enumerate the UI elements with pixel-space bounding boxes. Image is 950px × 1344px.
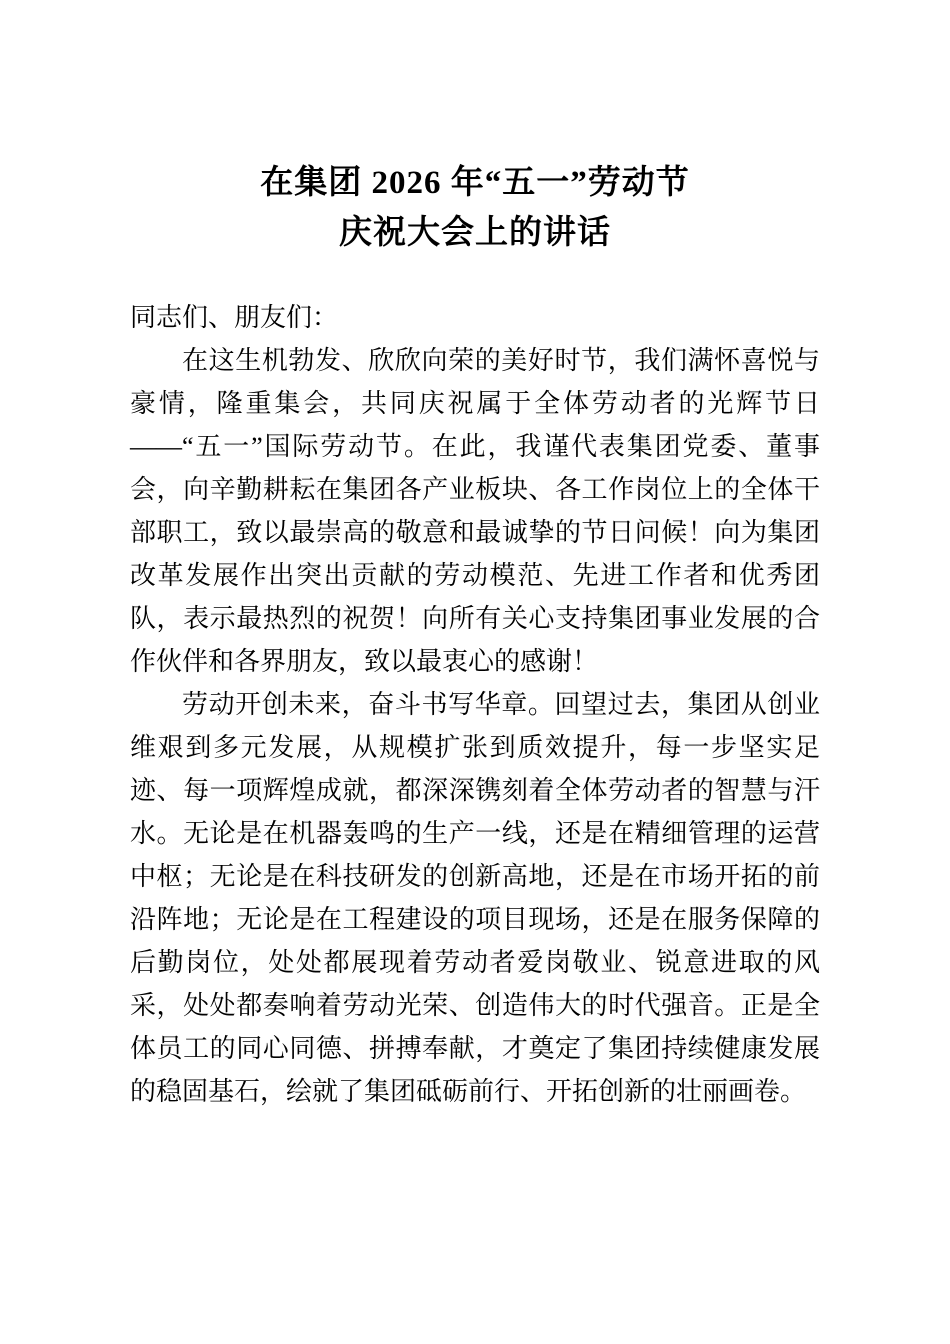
title-line-1: 在集团 2026 年“五一”劳动节 xyxy=(260,165,690,201)
salutation: 同志们、朋友们： xyxy=(130,303,339,332)
paragraph-2: 劳动开创未来，奋斗书写华章。回望过去，集团从创业维艰到多元发展，从规模扩张到质效提升，每一步坚实足迹、每一项辉煌成就，都深深镌刻着全体劳动者的智慧与汗水。无论是在机器轰鸣的生产一线，还是在精细管理的运营中枢；无论是在科技研发的创新高地，还是在市场开拓的前沿阵地；无论是在工程建设的项目现场，还是在服务保障的后勤岗位，处处都展现着劳动者爱岗敬业、锐意进取的风采，处处都奏响着劳动光荣、创造伟大的时代强音。正是全体员工的同心同德、拼搏奉献，才奠定了集团持续健康发展的稳固基石，绘就了集团砥砺前行、开拓创新的壮丽画卷。 xyxy=(130,690,820,1106)
paragraph-1: 在这生机勃发、欣欣向荣的美好时节，我们满怀喜悦与豪情，隆重集会，共同庆祝属于全体劳动者的光辉节日——“五一”国际劳动节。在此，我谨代表集团党委、董事会，向辛勤耕耘在集团各产业板块、各工作岗位上的全体干部职工，致以最崇高的敬意和最诚挚的节日问候！向为集团改革发展作出突出贡献的劳动模范、先进工作者和优秀团队，表示最热烈的祝贺！向所有关心支持集团事业发展的合作伙伴和各界朋友，致以最衷心的感谢！ xyxy=(130,346,820,676)
title-line-2: 庆祝大会上的讲话 xyxy=(339,215,611,251)
document-title xyxy=(130,158,820,258)
